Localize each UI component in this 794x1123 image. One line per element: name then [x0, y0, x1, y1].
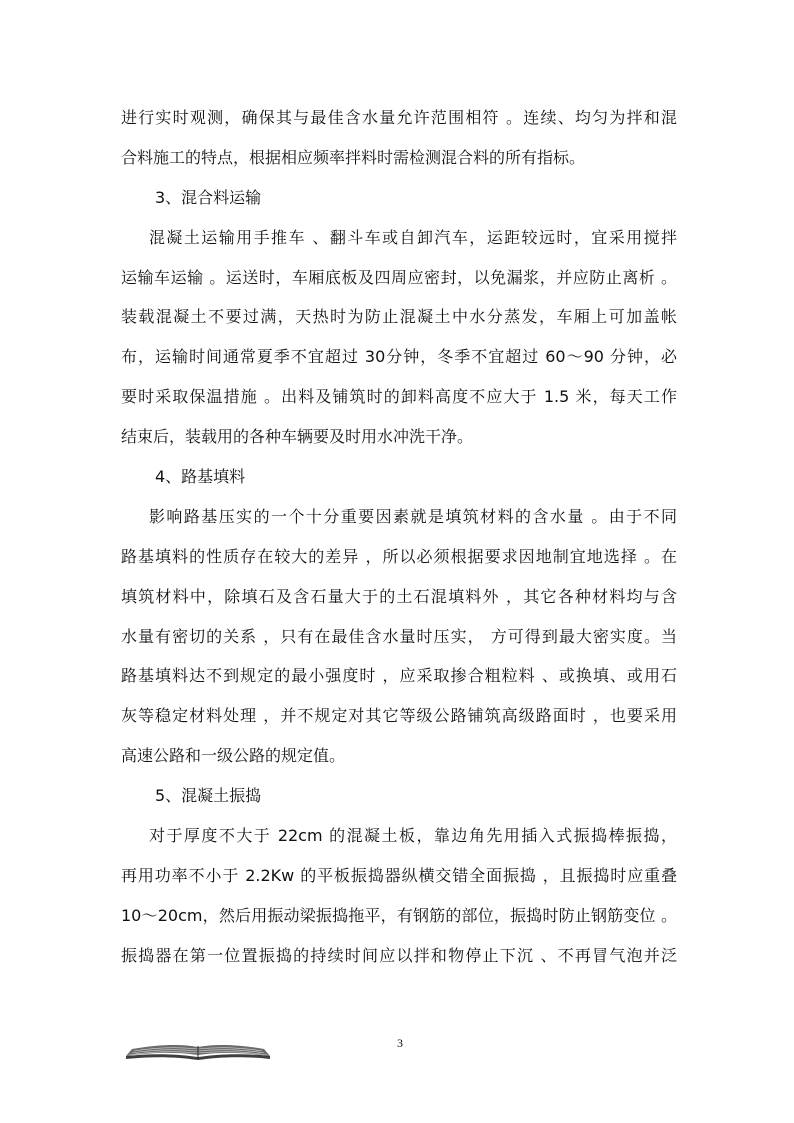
- text-line: 高速公路和一级公路的规定值。: [121, 746, 346, 766]
- open-book-icon: [124, 1043, 272, 1061]
- text-line: 结束后，装载用的各种车辆要及时用水冲洗干净。: [121, 427, 474, 447]
- section-heading: 4、路基填料: [155, 467, 246, 487]
- text-line: 影响路基压实的一个十分重要因素就是填筑材料的含水量 。由于不同: [149, 506, 677, 526]
- text-line: 填筑材料中，除填石及含石量大于的土石混填料外 ，其它各种材料均与含: [121, 586, 677, 606]
- text-line: 合料施工的特点，根据相应频率拌料时需检测混合料的所有指标。: [121, 147, 586, 167]
- text-line: 混凝土运输用手推车 、翻斗车或自卸汽车，运距较远时，宜采用搅拌: [149, 227, 677, 247]
- text-line: 进行实时观测，确保其与最佳含水量允许范围相符 。连续、均匀为拌和混: [121, 108, 677, 127]
- text-line: 10～20cm，然后用振动梁振捣拖平，有钢筋的部位，振捣时防止钢筋变位 。: [121, 905, 677, 925]
- section-heading: 5、混凝土振捣: [155, 786, 262, 806]
- text-line: 再用功率不小于 2.2Kw 的平板振捣器纵横交错全面振捣 ，且振捣时应重叠: [121, 865, 677, 885]
- text-line: 路基填料达不到规定的最小强度时 ，应采取掺合粗粒料 、或换填、或用石: [121, 666, 677, 686]
- text-line: 对于厚度不大于 22cm 的混凝土板，靠边角先用插入式振捣棒振捣，: [149, 826, 677, 846]
- text-line: 路基填料的性质存在较大的差异 ，所以必须根据要求因地制宜地选择 。在: [121, 546, 677, 566]
- document-body: [121, 98, 677, 976]
- text-line: 要时采取保温措施 。出料及铺筑时的卸料高度不应大于 1.5 米，每天工作: [121, 387, 677, 407]
- text-line: 水量有密切的关系 ，只有在最佳含水量时压实， 方可得到最大密实度。当: [121, 626, 677, 646]
- text-line: 布，运输时间通常夏季不宜超过 30分钟，冬季不宜超过 60～90 分钟，必: [121, 347, 677, 367]
- section-heading: 3、混合料运输: [155, 187, 262, 207]
- page-number: 3: [397, 1036, 403, 1050]
- text-line: 振捣器在第一位置振捣的持续时间应以拌和物停止下沉 、不再冒气泡并泛: [121, 945, 677, 965]
- text-line: 灰等稳定材料处理 ，并不规定对其它等级公路铺筑高级路面时 ，也要采用: [121, 706, 677, 726]
- text-line: 运输车运输 。运送时，车厢底板及四周应密封，以免漏浆，并应防止离析 。: [121, 267, 677, 287]
- text-line: 装载混凝土不要过满，天热时为防止混凝土中水分蒸发，车厢上可加盖帐: [121, 307, 677, 327]
